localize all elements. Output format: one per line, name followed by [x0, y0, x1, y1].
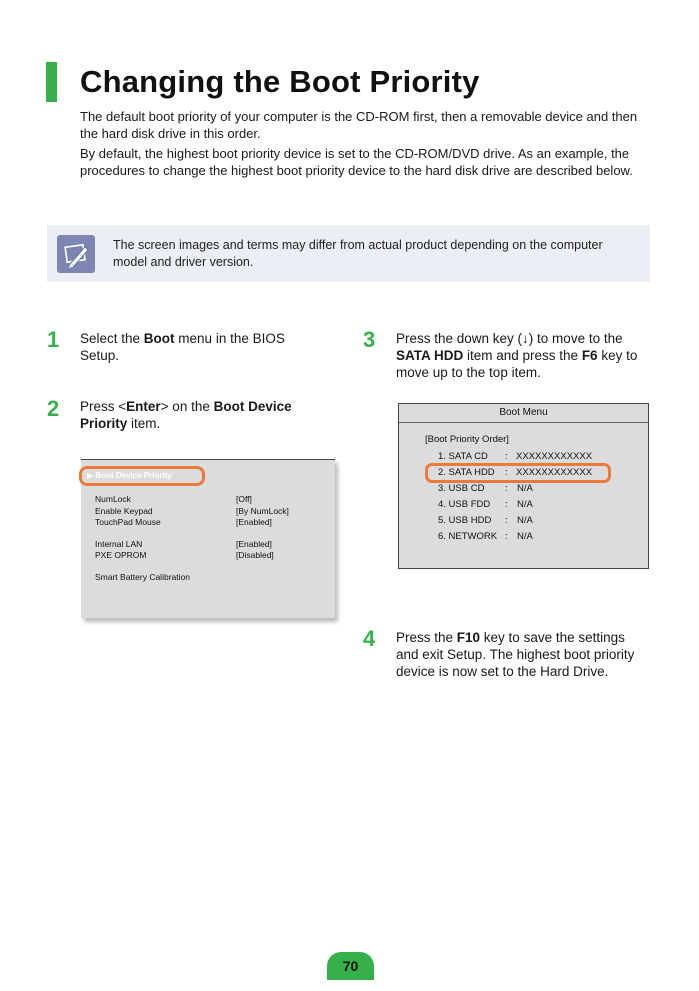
boot-item-sep: : — [505, 483, 508, 494]
step-number: 3 — [363, 327, 376, 352]
step-keyword: Boot — [143, 331, 175, 346]
page-number: 70 — [327, 952, 374, 980]
boot-highlight-ring — [425, 463, 611, 483]
step-text — [396, 330, 654, 381]
boot-item-value: N/A — [517, 515, 533, 526]
step-text-run: Press the down key (↓) to move to the — [396, 331, 623, 346]
boot-menu-title: Boot Menu — [399, 404, 648, 423]
intro-text — [80, 108, 650, 182]
bios-row-label: TouchPad Mouse — [95, 517, 161, 527]
bios-row-label: Internal LAN — [95, 539, 143, 549]
step-number: 2 — [47, 396, 60, 421]
bios-row-value: [Enabled] — [236, 539, 272, 549]
step-text — [396, 629, 646, 680]
note-box — [47, 225, 650, 282]
page-title: Changing the Boot Priority — [80, 64, 480, 99]
step-keyword: F6 — [581, 348, 598, 363]
bios-row-value: [Off] — [236, 494, 252, 504]
bios-row-label: PXE OPROM — [95, 550, 147, 560]
step-text-run: > on the — [160, 399, 214, 414]
bios-row-label: Enable Keypad — [95, 506, 153, 516]
boot-menu-subtitle: [Boot Priority Order] — [425, 434, 509, 445]
step-keyword: Boot Device Priority — [80, 399, 292, 431]
boot-item-name: 1. SATA CD — [438, 451, 488, 462]
bios-row-value: [Disabled] — [236, 550, 274, 560]
title-accent-bar — [46, 62, 57, 102]
bios-selected-item: ▶ Boot Device Priority — [87, 471, 172, 480]
step-text — [80, 398, 320, 432]
boot-item-sep: : — [505, 499, 508, 510]
boot-item-value: N/A — [517, 499, 533, 510]
step-text-run: item. — [127, 416, 161, 431]
boot-item-sep: : — [505, 467, 508, 478]
step-text-run: Press the — [396, 630, 457, 645]
step-text-run: key to move up to the top item. — [396, 348, 638, 380]
boot-item-name: 2. SATA HDD — [438, 467, 495, 478]
bios-row-value: [Enabled] — [236, 517, 272, 527]
step-text-run: Press < — [80, 399, 127, 414]
intro-paragraph: By default, the highest boot priority device is set to the CD-ROM/DVD drive. As an example, the procedures to change the highest boot priority device to the hard disk drive are described below. — [80, 146, 633, 178]
boot-item-name: 3. USB CD — [438, 483, 485, 494]
boot-item-value: N/A — [517, 483, 533, 494]
boot-menu-screenshot — [398, 403, 649, 569]
step-text-run: item and press the — [463, 348, 582, 363]
step-number: 1 — [47, 327, 60, 352]
bios-row-value: [By NumLock] — [236, 506, 289, 516]
bios-row-label: NumLock — [95, 494, 131, 504]
note-text: The screen images and terms may differ from actual product depending on the computer model and driver version. — [113, 238, 603, 269]
step-text — [80, 330, 320, 364]
boot-item-sep: : — [505, 531, 508, 542]
boot-item-sep: : — [505, 515, 508, 526]
step-text-run: key to save the settings and exit Setup. The highest boot priority device is now set to the Hard Drive. — [396, 630, 635, 679]
bios-row-label: Smart Battery Calibration — [95, 572, 190, 582]
boot-item-name: 5. USB HDD — [438, 515, 492, 526]
boot-item-value: XXXXXXXXXXXX — [516, 467, 593, 478]
step-text-run: Select the — [80, 331, 144, 346]
bios-highlight-ring — [79, 466, 205, 486]
boot-item-name: 6. NETWORK — [438, 531, 498, 542]
step-keyword: F10 — [456, 630, 481, 645]
boot-item-value: N/A — [517, 531, 533, 542]
note-pencil-icon — [57, 235, 95, 273]
boot-item-sep: : — [505, 451, 508, 462]
step-keyword: Enter — [126, 399, 161, 414]
step-number: 4 — [363, 626, 376, 651]
boot-item-name: 4. USB FDD — [438, 499, 491, 510]
boot-item-value: XXXXXXXXXXXX — [516, 451, 593, 462]
step-text-run: menu in the BIOS Setup. — [80, 331, 285, 363]
intro-paragraph: The default boot priority of your computer is the CD-ROM first, then a removable device and then the hard disk drive in this order. — [80, 109, 638, 141]
step-keyword: SATA HDD — [396, 348, 464, 363]
